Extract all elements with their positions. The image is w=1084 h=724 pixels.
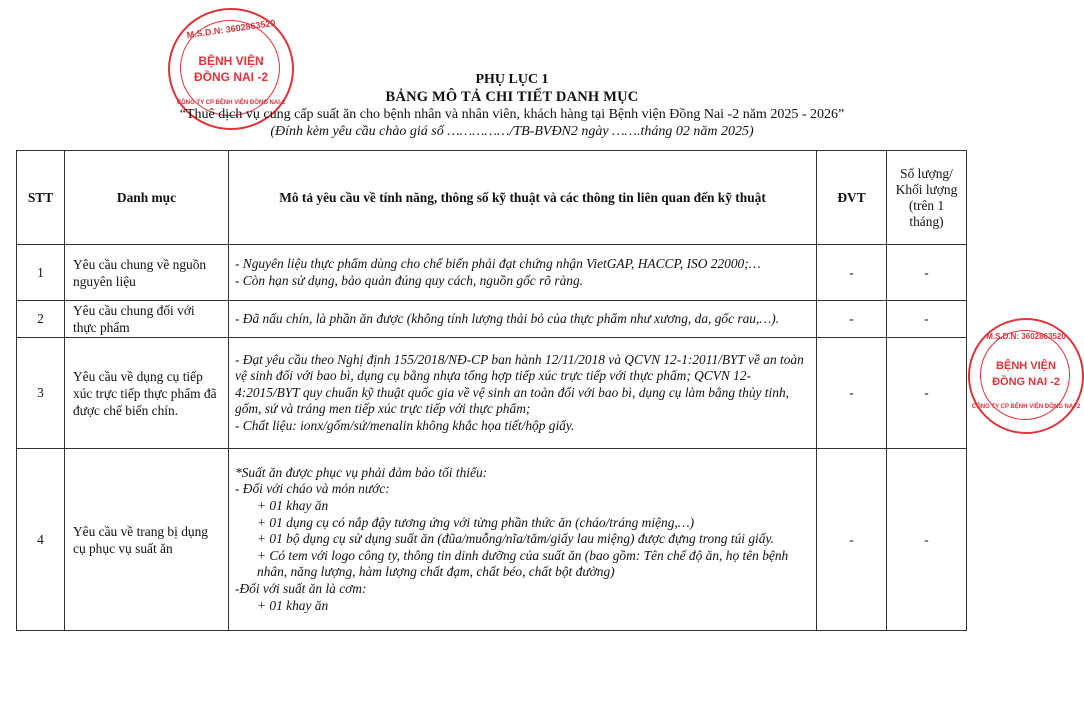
row-description bbox=[229, 301, 817, 338]
row-quantity: - bbox=[887, 449, 967, 631]
row-category: Yêu cầu về trang bị dụng cụ phục vụ suất ăn bbox=[65, 449, 229, 631]
row-description bbox=[229, 338, 817, 449]
row-unit: - bbox=[817, 245, 887, 301]
description-line: - Nguyên liệu thực phẩm dùng cho chế biến phải đạt chứng nhận VietGAP, HACCP, ISO 22000;… bbox=[235, 255, 761, 271]
header-quantity: Số lượng/ Khối lượng (trên 1 tháng) bbox=[887, 151, 967, 245]
stamp-company-partial: CÔNG TY CP BỆNH VIỆN ĐỒNG NAI-2 bbox=[971, 404, 1081, 410]
table-row bbox=[17, 449, 967, 631]
stamp-name-line2-partial: ĐỒNG NAI -2 bbox=[992, 376, 1060, 388]
row-category: Yêu cầu về dụng cụ tiếp xúc trực tiếp thực phẩm đã được chế biến chín. bbox=[65, 338, 229, 449]
company-stamp-partial bbox=[968, 318, 1084, 434]
stamp-company: CÔNG TY CP BỆNH VIỆN ĐỒNG NAI-2 bbox=[176, 100, 286, 106]
description-line: + 01 khay ăn bbox=[257, 597, 329, 613]
table-row bbox=[17, 338, 967, 449]
stamp-name-line2: ĐỒNG NAI -2 bbox=[193, 70, 268, 84]
specification-table bbox=[16, 150, 967, 631]
table-row bbox=[17, 245, 967, 301]
description-line: -Đối với suất ăn là cơm: bbox=[235, 580, 367, 596]
row-stt: 3 bbox=[17, 338, 65, 449]
description-line: + Có tem với logo công ty, thông tin dinh dưỡng của suất ăn (bao gồm: Tên chế độ ăn, họ tên bệnh nhân, năng lượng, hàm lượng chất đạm, chất béo, chất bột đường) bbox=[257, 547, 789, 580]
description-line: - Chất liệu: ionx/gốm/sứ/menalin không khắc họa tiết/hộp giấy. bbox=[235, 417, 575, 433]
document-subtitle: “Thuê dịch vụ cung cấp suất ăn cho bệnh nhân và nhân viên, khách hàng tại Bệnh viện Đồng Nai -2 năm 2025 - 2026” bbox=[179, 107, 845, 122]
document-reference: (Đính kèm yêu cầu chào giá số ……………/TB-BVĐN2 ngày …….tháng 02 năm 2025) bbox=[270, 124, 754, 139]
document-title: BẢNG MÔ TẢ CHI TIẾT DANH MỤC bbox=[385, 89, 639, 105]
row-stt: 4 bbox=[17, 449, 65, 631]
row-category: Yêu cầu chung về nguồn nguyên liệu bbox=[65, 245, 229, 301]
table-header-row bbox=[17, 151, 967, 245]
row-stt: 1 bbox=[17, 245, 65, 301]
header-unit: ĐVT bbox=[817, 151, 887, 245]
row-quantity: - bbox=[887, 301, 967, 338]
row-description bbox=[229, 449, 817, 631]
description-line: - Đã nấu chín, là phần ăn được (không tính lượng thải bỏ của thực phẩm như xương, da, gốc rau,…). bbox=[235, 310, 780, 326]
header-stt: STT bbox=[17, 151, 65, 245]
header-description: Mô tả yêu cầu về tính năng, thông số kỹ thuật và các thông tin liên quan đến kỹ thuật bbox=[229, 151, 817, 245]
stamp-code: M.S.D.N: 3602863520 bbox=[185, 17, 277, 41]
row-unit: - bbox=[817, 301, 887, 338]
appendix-title: PHỤ LỤC 1 bbox=[475, 72, 549, 87]
row-unit: - bbox=[817, 338, 887, 449]
row-category: Yêu cầu chung đối với thực phẩm bbox=[65, 301, 229, 338]
description-line: + 01 dụng cụ có nắp đậy tương ứng với từng phần thức ăn (cháo/tráng miệng,…) bbox=[257, 514, 695, 530]
description-line: + 01 khay ăn bbox=[257, 498, 329, 514]
description-line: - Đối với cháo và món nước: bbox=[235, 481, 390, 497]
table-row bbox=[17, 301, 967, 338]
stamp-name-line1-partial: BỆNH VIỆN bbox=[996, 360, 1056, 372]
row-stt: 2 bbox=[17, 301, 65, 338]
header-category: Danh mục bbox=[65, 151, 229, 245]
row-quantity: - bbox=[887, 338, 967, 449]
row-description bbox=[229, 245, 817, 301]
stamp-name-line1: BỆNH VIỆN bbox=[198, 54, 264, 68]
row-quantity: - bbox=[887, 245, 967, 301]
row-unit: - bbox=[817, 449, 887, 631]
stamp-code-partial: M.S.D.N: 3602863520 bbox=[986, 332, 1066, 341]
description-line: *Suất ăn được phục vụ phải đảm bảo tối thiểu: bbox=[235, 464, 488, 480]
description-line: + 01 bộ dụng cụ sử dụng suất ăn (đũa/muỗng/nĩa/tăm/giấy lau miệng) được đựng trong túi giấy. bbox=[257, 531, 775, 547]
description-line: - Còn hạn sử dụng, bảo quản đúng quy cách, nguồn gốc rõ ràng. bbox=[235, 272, 583, 288]
description-line: - Đạt yêu cầu theo Nghị định 155/2018/NĐ-CP ban hành 12/11/2018 và QCVN 12-1:2011/BYT về an toàn vệ sinh đối với bao bì, dụng cụ bằng nhựa tổng hợp tiếp xúc trực tiếp với thực phẩm; QCVN 12-4:2015/BYT quy chuẩn kỹ thuật quốc gia về vệ sinh an toàn đối với bao bì, dụng cụ làm bằng thủy tinh, gốm, sứ và tráng men tiếp xúc trực tiếp với thực phẩm; bbox=[235, 351, 804, 417]
